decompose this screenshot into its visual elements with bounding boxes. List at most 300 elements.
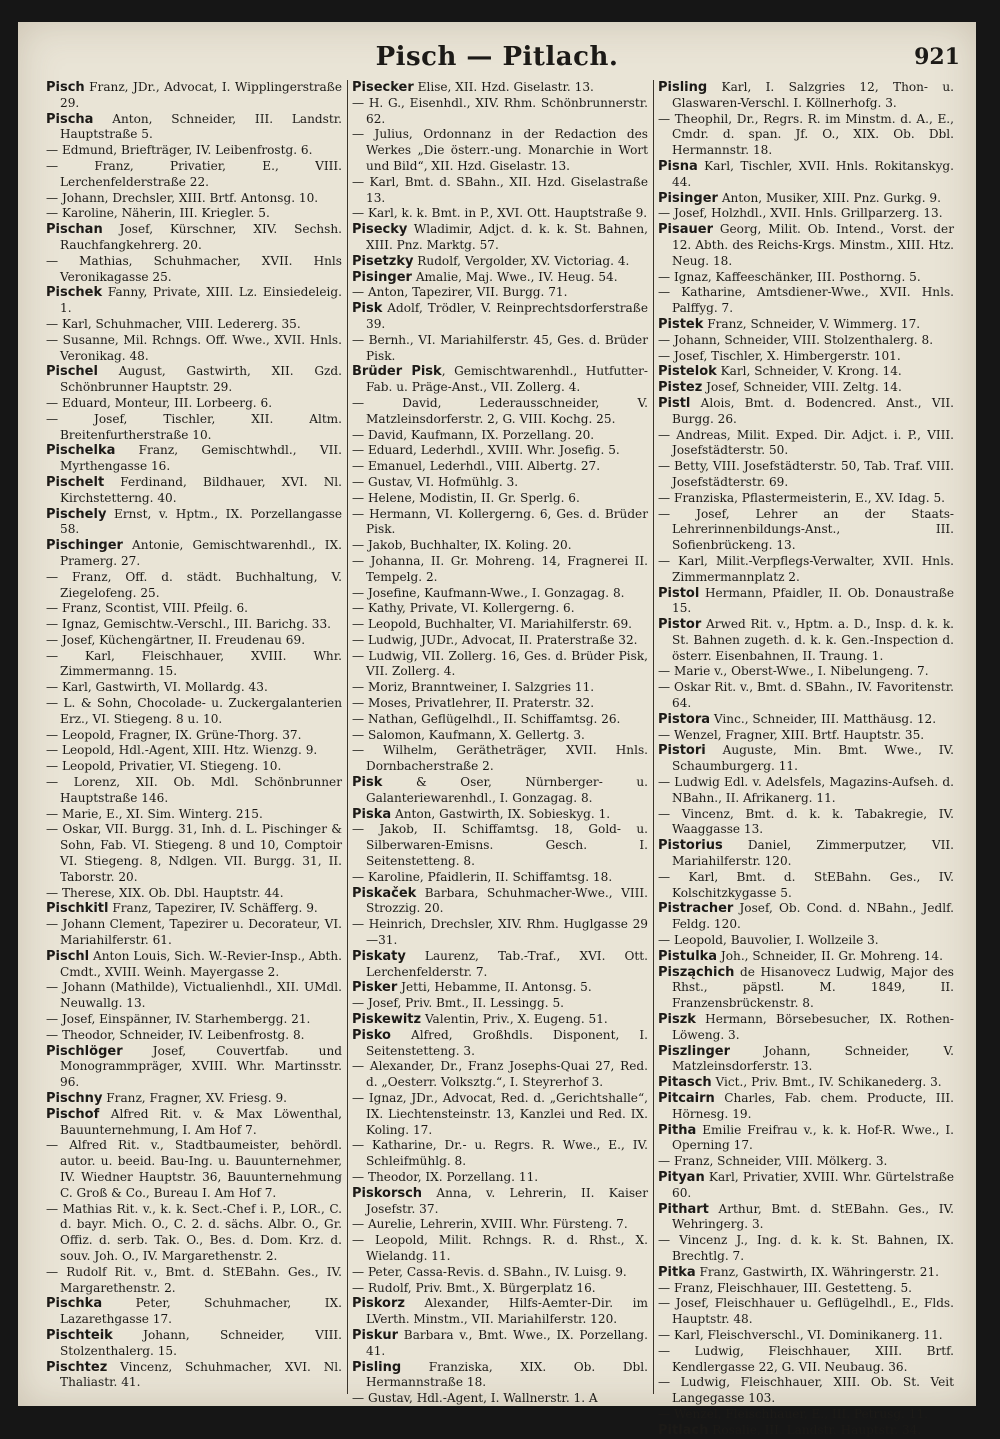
directory-entry bbox=[352, 333, 648, 365]
entry-surname: Pisna bbox=[658, 158, 698, 174]
entry-text: — Heinrich, Drechsler, XIV. Rhm. Huglgasse 29—31. bbox=[352, 917, 648, 948]
directory-entry bbox=[352, 1028, 648, 1060]
directory-entry bbox=[352, 1186, 648, 1218]
directory-entry bbox=[352, 1217, 648, 1233]
entry-surname: Pithart bbox=[658, 1201, 709, 1217]
directory-entry bbox=[352, 96, 648, 128]
directory-entry bbox=[658, 664, 954, 680]
directory-entry bbox=[46, 759, 342, 775]
entry-surname: Pistracher bbox=[658, 901, 734, 917]
directory-entry bbox=[352, 743, 648, 775]
directory-entry bbox=[658, 901, 954, 933]
entry-text: — L. & Sohn, Chocolade- u. Zuckergalanterien Erz., VI. Stiegeng. 8 u. 10. bbox=[46, 696, 342, 726]
directory-entry bbox=[352, 617, 648, 633]
directory-entry bbox=[46, 191, 342, 207]
entry-text: Wladimir, Adjct. d. k. k. St. Bahnen, XIII. Pnz. Marktg. 57. bbox=[366, 222, 648, 252]
entry-text: — Johann, Drechsler, XIII. Brtf. Antonsg. 10. bbox=[46, 190, 319, 205]
directory-entry bbox=[658, 349, 954, 365]
entry-text: — Kathy, Private, VI. Kollergerng. 6. bbox=[352, 601, 575, 616]
entry-text: Ferdinand, Bildhauer, XVI. Nl. Kirchstetterng. 40. bbox=[60, 474, 342, 505]
entry-surname: Pischteik bbox=[46, 1327, 113, 1343]
directory-entry bbox=[46, 538, 342, 570]
directory-entry bbox=[46, 206, 342, 222]
entry-text: Rosalie, III. Landstr. Hauptstr. 34. bbox=[708, 1422, 922, 1437]
entry-surname: Pitcairn bbox=[658, 1091, 715, 1106]
entry-surname: Pistori bbox=[658, 743, 706, 759]
entry-text: — Ignaz, Kaffeeschänker, III. Posthorng. 5. bbox=[658, 269, 921, 284]
directory-entry bbox=[46, 633, 342, 649]
directory-entry bbox=[658, 428, 954, 460]
entry-text: — Salomon, Kaufmann, X. Gellertg. 3. bbox=[352, 727, 585, 742]
directory-entry bbox=[658, 285, 954, 317]
entry-surname: Pisinger bbox=[352, 269, 412, 285]
directory-entry bbox=[352, 870, 648, 886]
entry-surname: Pischkitl bbox=[46, 901, 109, 917]
entry-text: Antonie, Gemischtwarenhdl., IX. Pramerg. 27. bbox=[60, 538, 342, 568]
entry-text: Joh., Schneider, II. Gr. Mohreng. 14. bbox=[717, 948, 943, 963]
directory-entry bbox=[658, 1154, 954, 1170]
entry-surname: Pisko bbox=[352, 1027, 391, 1043]
directory-entry bbox=[658, 1170, 954, 1202]
directory-entry bbox=[658, 680, 954, 712]
entry-text: — Leopold, Hdl.-Agent, XIII. Htz. Wienzg. 9. bbox=[46, 743, 318, 758]
entry-text: Franz, Gemischtwhdl., VII. Myrthengasse 16. bbox=[60, 443, 342, 474]
directory-entry bbox=[658, 507, 954, 554]
entry-surname: Piszlinger bbox=[658, 1043, 730, 1059]
entry-text: — Josef, Einspänner, IV. Starhembergg. 21. bbox=[46, 1012, 311, 1027]
directory-entry bbox=[46, 1138, 342, 1201]
entry-text: Amalie, Maj. Wwe., IV. Heug. 54. bbox=[411, 269, 618, 284]
entry-surname: Pischelt bbox=[46, 474, 105, 490]
directory-entry bbox=[46, 112, 342, 144]
directory-entry bbox=[46, 1328, 342, 1360]
directory-entry bbox=[658, 838, 954, 870]
directory-entry bbox=[658, 396, 954, 428]
entry-text: — Wenzel, Fragner, XIII. Brtf. Hauptstr. 35. bbox=[658, 727, 925, 742]
entry-text: — Ludwig, JUDr., Advocat, II. Praterstraße 32. bbox=[352, 632, 638, 647]
directory-entry bbox=[352, 822, 648, 869]
directory-entry bbox=[46, 980, 342, 1012]
entry-surname: Piskaty bbox=[352, 948, 406, 964]
entry-text: — Johann, Schneider, VIII. Stolzenthalerg. 8. bbox=[658, 332, 934, 347]
entry-text: Franz, Gastwirth, IX. Währingerstr. 21. bbox=[695, 1264, 939, 1279]
entry-text: — Vincenz, Bmt. d. k. k. Tabakregie, IV. Waaggasse 13. bbox=[658, 806, 954, 837]
directory-entry bbox=[658, 270, 954, 286]
entry-text: Hermann, Pfaidler, II. Ob. Donaustraße 15. bbox=[672, 585, 954, 616]
directory-entry bbox=[46, 1012, 342, 1028]
entry-surname: Pischelka bbox=[46, 443, 116, 459]
entry-text: — Ludwig Edl. v. Adelsfels, Magazins-Aufseh. d. NBahn., II. Afrikanerg. 11. bbox=[658, 775, 954, 805]
entry-text: — Wenzel, Fleischhauer, E., III. Petrusg. 11. bbox=[658, 1406, 928, 1421]
entry-surname: Pischof bbox=[46, 1106, 100, 1122]
entry-text: — David, Kaufmann, IX. Porzellang. 20. bbox=[352, 427, 595, 442]
entry-text: — Leopold, Bauvolier, I. Wollzeile 3. bbox=[658, 933, 879, 948]
entry-surname: Pistez bbox=[658, 380, 703, 396]
entry-text: — David, Lederausschneider, V. Matzleinsdorferstr. 2, G. VIII. Kochg. 25. bbox=[352, 395, 648, 426]
directory-entry bbox=[658, 206, 954, 222]
directory-entry bbox=[46, 1044, 342, 1091]
directory-entry bbox=[46, 475, 342, 507]
directory-page bbox=[18, 22, 976, 1438]
entry-text: — Franz, Privatier, E., VIII. Lerchenfelderstraße 22. bbox=[46, 158, 342, 189]
entry-text: — Alexander, Dr., Franz Josephs-Quai 27, Red. d. „Oesterr. Volksztg.“, I. Steyrerhof 3. bbox=[352, 1059, 648, 1090]
directory-entry bbox=[46, 1296, 342, 1328]
entry-text: — Franz, Off. d. städt. Buchhaltung, V. Ziegelofeng. 25. bbox=[46, 569, 342, 600]
directory-entry bbox=[352, 807, 648, 823]
directory-entry bbox=[46, 1091, 342, 1107]
entry-text: — Moriz, Branntweiner, I. Salzgries 11. bbox=[352, 680, 595, 695]
entry-text: Josef, Ob. Cond. d. NBahn., Jedlf. Feldg. 120. bbox=[672, 901, 954, 932]
entry-surname: Pistorius bbox=[658, 838, 723, 854]
directory-entry bbox=[352, 1360, 648, 1392]
entry-surname: Pisecker bbox=[352, 80, 414, 95]
entry-text: Emilie Freifrau v., k. k. Hof-R. Wwe., I. Operning 17. bbox=[672, 1122, 954, 1153]
entry-surname: Pistora bbox=[658, 711, 711, 727]
entry-text: Auguste, Min. Bmt. Wwe., IV. Schaumburgerg. 11. bbox=[672, 743, 954, 774]
entry-text: Daniel, Zimmerputzer, VII. Mariahilferstr. 120. bbox=[672, 838, 954, 869]
directory-entry bbox=[46, 649, 342, 681]
directory-entry bbox=[658, 1044, 954, 1076]
directory-entry bbox=[658, 728, 954, 744]
entry-text: Rudolf, Vergolder, XV. Victoriag. 4. bbox=[413, 253, 630, 268]
directory-entry bbox=[658, 1344, 954, 1376]
directory-entry bbox=[658, 1423, 954, 1439]
column-divider bbox=[347, 80, 348, 1394]
directory-entry bbox=[658, 617, 954, 664]
entry-text: Vict., Priv. Bmt., IV. Schikanederg. 3. bbox=[711, 1075, 942, 1090]
entry-text: Karl, I. Salzgries 12, Thon- u. Glaswaren-Verschl. I. Köllnerhofg. 3. bbox=[672, 80, 954, 110]
entry-text: — Eduard, Monteur, III. Lorbeerg. 6. bbox=[46, 395, 273, 410]
directory-entry bbox=[658, 333, 954, 349]
entry-text: Alois, Bmt. d. Bodencred. Anst., VII. Burgg. 26. bbox=[672, 395, 954, 426]
directory-entry bbox=[658, 317, 954, 333]
entry-text: Valentin, Priv., X. Eugeng. 51. bbox=[421, 1012, 608, 1027]
directory-entry bbox=[352, 775, 648, 807]
entry-text: Vincenz, Schuhmacher, XVI. Nl. Thaliastr. 41. bbox=[60, 1359, 342, 1390]
directory-entry bbox=[352, 712, 648, 728]
directory-entry bbox=[352, 491, 648, 507]
entry-surname: Pitasch bbox=[658, 1075, 712, 1091]
entry-surname: Pisząchich bbox=[658, 964, 735, 980]
directory-entry bbox=[352, 1012, 648, 1028]
directory-entry bbox=[352, 601, 648, 617]
directory-entry bbox=[658, 965, 954, 1012]
directory-entry bbox=[46, 1360, 342, 1392]
entry-surname: Pitka bbox=[658, 1264, 696, 1280]
directory-entry bbox=[352, 127, 648, 174]
directory-entry bbox=[352, 396, 648, 428]
entry-text: — Nathan, Geflügelhdl., II. Schiffamtsg. 26. bbox=[352, 711, 621, 726]
directory-entry bbox=[46, 1202, 342, 1265]
entry-text: — Anton, Tapezirer, VII. Burgg. 71. bbox=[352, 285, 568, 300]
entry-text: Alexander, Hilfs-Aemter-Dir. im LVerth. Minstm., VII. Mariahilferstr. 120. bbox=[366, 1296, 648, 1327]
entry-text: Franz, Fragner, XV. Friesg. 9. bbox=[102, 1091, 287, 1105]
directory-entry bbox=[352, 1233, 648, 1265]
directory-entry bbox=[352, 680, 648, 696]
entry-text: — Karoline, Näherin, III. Kriegler. 5. bbox=[46, 206, 270, 221]
entry-text: Anna, v. Lehrerin, II. Kaiser Josefstr. 37. bbox=[366, 1185, 648, 1216]
entry-surname: Pisinger bbox=[658, 190, 718, 206]
entry-surname: Pityan bbox=[658, 1169, 705, 1185]
directory-entry bbox=[658, 380, 954, 396]
directory-entry bbox=[352, 917, 648, 949]
entry-surname: Pischel bbox=[46, 364, 98, 380]
directory-entry bbox=[46, 696, 342, 728]
directory-entry bbox=[352, 886, 648, 918]
entry-surname: Piskaček bbox=[352, 885, 417, 901]
entry-text: — Helene, Modistin, II. Gr. Sperlg. 6. bbox=[352, 490, 580, 505]
entry-text: — Moses, Privatlehrer, II. Praterstr. 32. bbox=[352, 696, 595, 711]
directory-entry bbox=[352, 222, 648, 254]
directory-entry bbox=[658, 222, 954, 269]
entry-surname: Pisk bbox=[352, 775, 383, 791]
directory-entry bbox=[352, 459, 648, 475]
entry-text: — Josef, Priv. Bmt., II. Lessingg. 5. bbox=[352, 996, 564, 1011]
directory-entry bbox=[658, 1202, 954, 1234]
entry-text: Anton, Gastwirth, IX. Sobieskyg. 1. bbox=[391, 806, 611, 821]
entry-text: Franz, Tapezirer, IV. Schäfferg. 9. bbox=[108, 901, 318, 916]
entry-text: — Aurelie, Lehrerin, XVIII. Whr. Fürsteng. 7. bbox=[352, 1217, 628, 1232]
entry-surname: Pisker bbox=[352, 980, 398, 996]
directory-entry bbox=[352, 996, 648, 1012]
entry-text: — Betty, VIII. Josefstädterstr. 50, Tab. Traf. VIII. Josefstädterstr. 69. bbox=[658, 459, 954, 489]
directory-entry bbox=[46, 443, 342, 475]
entry-text: — Karl, k. k. Bmt. in P., XVI. Ott. Hauptstraße 9. bbox=[352, 206, 648, 221]
directory-entry bbox=[352, 254, 648, 270]
entry-surname: Pistek bbox=[658, 316, 704, 332]
directory-entry bbox=[352, 1170, 648, 1186]
directory-entry bbox=[352, 443, 648, 459]
directory-entry bbox=[352, 1091, 648, 1138]
entry-text: — Marie v., Oberst-Wwe., I. Nibelungeng. 7. bbox=[658, 664, 929, 679]
entry-text: — Karl, Fleischhauer, XVIII. Whr. Zimmermanng. 15. bbox=[46, 648, 342, 679]
directory-entry bbox=[658, 1328, 954, 1344]
directory-entry bbox=[46, 886, 342, 902]
directory-entry bbox=[352, 554, 648, 586]
directory-entry bbox=[352, 1328, 648, 1360]
entry-text: Arthur, Bmt. d. StEBahn. Ges., IV. Wehringerg. 3. bbox=[672, 1201, 954, 1232]
entry-text: Anton, Schneider, III. Landstr. Hauptstraße 5. bbox=[60, 111, 342, 142]
directory-entry bbox=[352, 1391, 648, 1407]
entry-text: — Mathias Rit. v., k. k. Sect.-Chef i. P., LOR., C. d. bayr. Mich. O., C. 2. d. sächs. Albr. O., Gr. Offiz. d. serb. Tak. O., Bes. d. Dom. Krz. d. souv. Joh. O., IV. Margarethenstr. 2. bbox=[46, 1201, 342, 1263]
entry-text: — Karl, Fleischverschl., VI. Dominikanerg. 11. bbox=[658, 1327, 943, 1342]
entry-text: — Mathias, Schuhmacher, XVII. Hnls Veronikagasse 25. bbox=[46, 253, 342, 284]
entry-text: — Johann (Mathilde), Victualienhdl., XII. UMdl. Neuwallg. 13. bbox=[46, 980, 342, 1011]
entry-text: — Andreas, Milit. Exped. Dir. Adjct. i. P., VIII. Josefstädterstr. 50. bbox=[658, 427, 954, 458]
entry-surname: Pisk bbox=[352, 301, 383, 317]
entry-surname: Pischinger bbox=[46, 538, 123, 554]
directory-entry bbox=[352, 586, 648, 602]
directory-entry bbox=[352, 980, 648, 996]
entry-text: Georg, Milit. Ob. Intend., Vorst. der 12. Abth. des Reichs-Krgs. Minstm., XIII. Htz. Neug. 18. bbox=[672, 222, 954, 268]
entry-text: Vinc., Schneider, III. Matthäusg. 12. bbox=[710, 711, 937, 726]
directory-entry bbox=[352, 1138, 648, 1170]
entry-surname: Pistor bbox=[658, 617, 702, 633]
entry-text: Ernst, v. Hptm., IX. Porzellangasse 58. bbox=[60, 506, 342, 537]
entry-text: — H. G., Eisenhdl., XIV. Rhm. Schönbrunnerstr. 62. bbox=[352, 95, 648, 126]
entry-text: — Leopold, Milit. Rchngs. R. d. Rhst., X. Wielandg. 11. bbox=[352, 1233, 648, 1263]
entry-surname: Piskewitz bbox=[352, 1012, 422, 1028]
entry-text: — Marie, E., XI. Sim. Winterg. 215. bbox=[46, 806, 263, 821]
directory-entry bbox=[658, 459, 954, 491]
entry-surname: Pistol bbox=[658, 585, 700, 601]
directory-entry bbox=[46, 80, 342, 112]
directory-entry bbox=[658, 159, 954, 191]
directory-entry bbox=[46, 743, 342, 759]
entry-text: — Ludwig, VII. Zollerg. 16, Ges. d. Brüder Pisk, VII. Zollerg. 4. bbox=[352, 648, 648, 679]
directory-entry bbox=[658, 1233, 954, 1265]
directory-entry bbox=[46, 285, 342, 317]
entry-text: — Oskar, VII. Burgg. 31, Inh. d. L. Pischinger & Sohn, Fab. VI. Stiegeng. 8 und 10, Comptoir VI. Stiegeng. 8, Ndlgen. VII. Burgg. 31, II. Taborstr. 20. bbox=[46, 822, 342, 884]
directory-entry bbox=[46, 143, 342, 159]
entry-surname: Pisauer bbox=[658, 222, 713, 238]
entry-text: Anton Louis, Sich. W.-Revier-Insp., Abth. Cmdt., XVIII. Weinh. Mayergasse 2. bbox=[60, 948, 342, 979]
directory-entry bbox=[352, 175, 648, 207]
entry-text: Barbara, Schuhmacher-Wwe., VIII. Strozzig. 20. bbox=[366, 885, 648, 916]
entry-text: — Susanne, Mil. Rchngs. Off. Wwe., XVII. Hnls. Veronikag. 48. bbox=[46, 332, 342, 363]
entry-text: — Rudolf Rit. v., Bmt. d. StEBahn. Ges., IV. Margarethenstr. 2. bbox=[46, 1264, 342, 1295]
entry-text: — Wilhelm, Gerätheträger, XVII. Hnls. Dornbacherstraße 2. bbox=[352, 743, 648, 774]
page-number: 921 bbox=[914, 44, 960, 70]
directory-entry bbox=[352, 1059, 648, 1091]
directory-entry bbox=[46, 807, 342, 823]
entry-surname: Pischan bbox=[46, 222, 103, 238]
entry-text: — Ignaz, JDr., Advocat, Red. d. „Gerichtshalle“, IX. Liechtensteinstr. 13, Kanzlei und Red. IX. Koling. 17. bbox=[352, 1091, 648, 1137]
directory-entry bbox=[658, 1123, 954, 1155]
entry-surname: Pischl bbox=[46, 948, 90, 964]
entry-text: — Ignaz, Gemischtw.-Verschl., III. Barichg. 33. bbox=[46, 617, 331, 632]
entry-text: — Josef, Tischler, X. Himbergerstr. 101. bbox=[658, 348, 901, 363]
entry-text: — Karoline, Pfaidlerin, II. Schiffamtsg. 18. bbox=[352, 869, 613, 884]
directory-entry bbox=[46, 901, 342, 917]
directory-entry bbox=[352, 285, 648, 301]
directory-entry bbox=[352, 1281, 648, 1297]
entry-text: — Karl, Milit.-Verpflegs-Verwalter, XVII. Hnls. Zimmermannplatz 2. bbox=[658, 553, 954, 584]
directory-entry bbox=[658, 364, 954, 380]
entry-surname: Brüder Pisk bbox=[352, 364, 442, 380]
entry-text: Adolf, Trödler, V. Reinprechtsdorferstraße 39. bbox=[366, 301, 648, 331]
entry-text: — Karl, Bmt. d. StEBahn. Ges., IV. Kolschitzkygasse 5. bbox=[658, 869, 954, 900]
directory-entry bbox=[658, 191, 954, 207]
entry-text: — Peter, Cassa-Revis. d. SBahn., IV. Luisg. 9. bbox=[352, 1264, 627, 1279]
entry-text: — Edmund, Briefträger, IV. Leibenfrostg. 6. bbox=[46, 143, 313, 158]
entry-text: — Josef, Holzhdl., XVII. Hnls. Grillparzerg. 13. bbox=[658, 206, 943, 221]
directory-entry bbox=[46, 364, 342, 396]
entry-text: — Eduard, Lederhdl., XVIII. Whr. Josefig. 5. bbox=[352, 443, 620, 458]
entry-surname: Pistulka bbox=[658, 948, 718, 964]
directory-entry bbox=[352, 475, 648, 491]
entry-text: — Josef, Küchengärtner, II. Freudenau 69. bbox=[46, 632, 306, 647]
page-header bbox=[18, 40, 976, 80]
entry-text: — Karl, Gastwirth, VI. Mollardg. 43. bbox=[46, 680, 268, 695]
directory-entry bbox=[352, 649, 648, 681]
entry-text: Karl, Schneider, V. Krong. 14. bbox=[716, 364, 902, 379]
entry-text: Alfred, Großhdls. Disponent, I. Seitenstetteng. 3. bbox=[366, 1027, 648, 1058]
directory-entry bbox=[658, 1407, 954, 1423]
directory-entry bbox=[46, 728, 342, 744]
directory-entry bbox=[46, 159, 342, 191]
entry-text: — Theodor, IX. Porzellang. 11. bbox=[352, 1169, 539, 1184]
directory-entry bbox=[46, 775, 342, 807]
entry-text: — Leopold, Buchhalter, VI. Mariahilferstr. 69. bbox=[352, 617, 633, 632]
entry-surname: Pischa bbox=[46, 111, 94, 127]
entry-text: — Josef, Fleischhauer u. Geflügelhdl., E., Flds. Hauptstr. 48. bbox=[658, 1296, 954, 1327]
entry-text: — Ludwig, Fleischhauer, XIII. Brtf. Kendlergasse 22, G. VII. Neubaug. 36. bbox=[658, 1343, 954, 1374]
entry-text: & Oser, Nürnberger- u. Galanteriewarenhdl., I. Gonzagag. 8. bbox=[366, 775, 648, 805]
entry-text: — Lorenz, XII. Ob. Mdl. Schönbrunner Hauptstraße 146. bbox=[46, 775, 342, 805]
directory-entry bbox=[46, 412, 342, 444]
entry-surname: Piskur bbox=[352, 1327, 399, 1343]
directory-entry bbox=[352, 538, 648, 554]
entry-text: — Josef, Tischler, XII. Altm. Breitenfurtherstraße 10. bbox=[46, 411, 342, 442]
entry-text: — Johann Clement, Tapezirer u. Decorateur, VI. Mariahilferstr. 61. bbox=[46, 917, 342, 948]
directory-entry bbox=[658, 1296, 954, 1328]
directory-entry bbox=[352, 270, 648, 286]
entry-text: Josef, Kürschner, XIV. Sechsh. Rauchfangkehrerg. 20. bbox=[60, 222, 342, 252]
directory-entry bbox=[658, 1375, 954, 1407]
entry-text: — Franz, Fleischhauer, III. Gestetteng. 5. bbox=[658, 1280, 913, 1295]
entry-surname: Piskorz bbox=[352, 1296, 405, 1312]
entry-text: Franz, Schneider, V. Wimmerg. 17. bbox=[703, 316, 921, 331]
column-1 bbox=[46, 80, 342, 1396]
directory-entry bbox=[352, 949, 648, 981]
entry-text: — Vincenz J., Ing. d. k. k. St. Bahnen, IX. Brechtlg. 7. bbox=[658, 1233, 954, 1263]
entry-surname: Pitha bbox=[658, 1122, 697, 1138]
directory-entry bbox=[46, 949, 342, 981]
entry-text: Franziska, XIX. Ob. Dbl. Hermannstraße 18. bbox=[366, 1359, 648, 1390]
directory-entry bbox=[658, 586, 954, 618]
directory-entry bbox=[658, 80, 954, 112]
directory-entry bbox=[46, 333, 342, 365]
entry-text: — Gustav, Hdl.-Agent, I. Wallnerstr. 1. A bbox=[352, 1391, 598, 1406]
directory-entry bbox=[46, 617, 342, 633]
entry-text: , Gemischtwarenhdl., Hutfutter-Fab. u. Präge-Anst., VII. Zollerg. 4. bbox=[366, 364, 648, 395]
entry-text: Hermann, Börsebesucher, IX. Rothen-Löweng. 3. bbox=[672, 1012, 954, 1042]
directory-entry bbox=[658, 933, 954, 949]
entry-text: — Rudolf, Priv. Bmt., X. Bürgerplatz 16. bbox=[352, 1280, 596, 1295]
directory-entry bbox=[46, 396, 342, 412]
directory-entry bbox=[658, 1265, 954, 1281]
directory-entry bbox=[352, 206, 648, 222]
entry-surname: Pitlach bbox=[658, 1422, 709, 1438]
running-title: Pisch — Pitlach. bbox=[375, 42, 619, 72]
entry-text: Johann, Schneider, VIII. Stolzenthalerg. 15. bbox=[60, 1327, 342, 1358]
directory-entry bbox=[658, 1281, 954, 1297]
entry-text: Arwed Rit. v., Hptm. a. D., Insp. d. k. k. St. Bahnen zugeth. d. k. k. Gen.-Inspection d. österr. Eisenbahnen, II. Traung. 1. bbox=[672, 617, 954, 663]
directory-entry bbox=[658, 1091, 954, 1123]
entry-text: — Ludwig, Fleischhauer, XIII. Ob. St. Veit Langegasse 103. bbox=[658, 1375, 954, 1406]
directory-entry bbox=[46, 680, 342, 696]
directory-entry bbox=[658, 743, 954, 775]
entry-surname: Pischka bbox=[46, 1296, 103, 1312]
column-3 bbox=[658, 80, 954, 1438]
directory-entry bbox=[46, 1265, 342, 1297]
entry-text: Franz, JDr., Advocat, I. Wipplingerstraße 29. bbox=[60, 80, 342, 110]
entry-text: — Alfred Rit. v., Stadtbaumeister, behördl. autor. u. beeid. Bau-Ing. u. Bauunternehmer, IV. Wiedner Hauptstr. 36, Bauunternehmung C. Groß & Co., Bureau I. Am Hof 7. bbox=[46, 1138, 342, 1200]
entry-text: — Leopold, Fragner, IX. Grüne-Thorg. 37. bbox=[46, 727, 302, 742]
entry-text: — Jakob, Buchhalter, IX. Koling. 20. bbox=[352, 538, 572, 553]
entry-text: — Hermann, VI. Kollergerng. 6, Ges. d. Brüder Pisk. bbox=[352, 506, 648, 537]
entry-text: — Karl, Schuhmacher, VIII. Ledererg. 35. bbox=[46, 316, 301, 331]
entry-surname: Pisling bbox=[658, 80, 708, 95]
directory-entry bbox=[352, 633, 648, 649]
column-2 bbox=[352, 80, 648, 1406]
entry-text: — Theodor, Schneider, IV. Leibenfrostg. 8. bbox=[46, 1027, 305, 1042]
directory-entry bbox=[46, 1028, 342, 1044]
directory-entry bbox=[658, 491, 954, 507]
entry-text: Fanny, Private, XIII. Lz. Einsiedeleig. 1. bbox=[60, 285, 342, 316]
entry-text: Josef, Couvertfab. und Monogrammpräger, XVIII. Whr. Martinsstr. 96. bbox=[60, 1043, 342, 1090]
